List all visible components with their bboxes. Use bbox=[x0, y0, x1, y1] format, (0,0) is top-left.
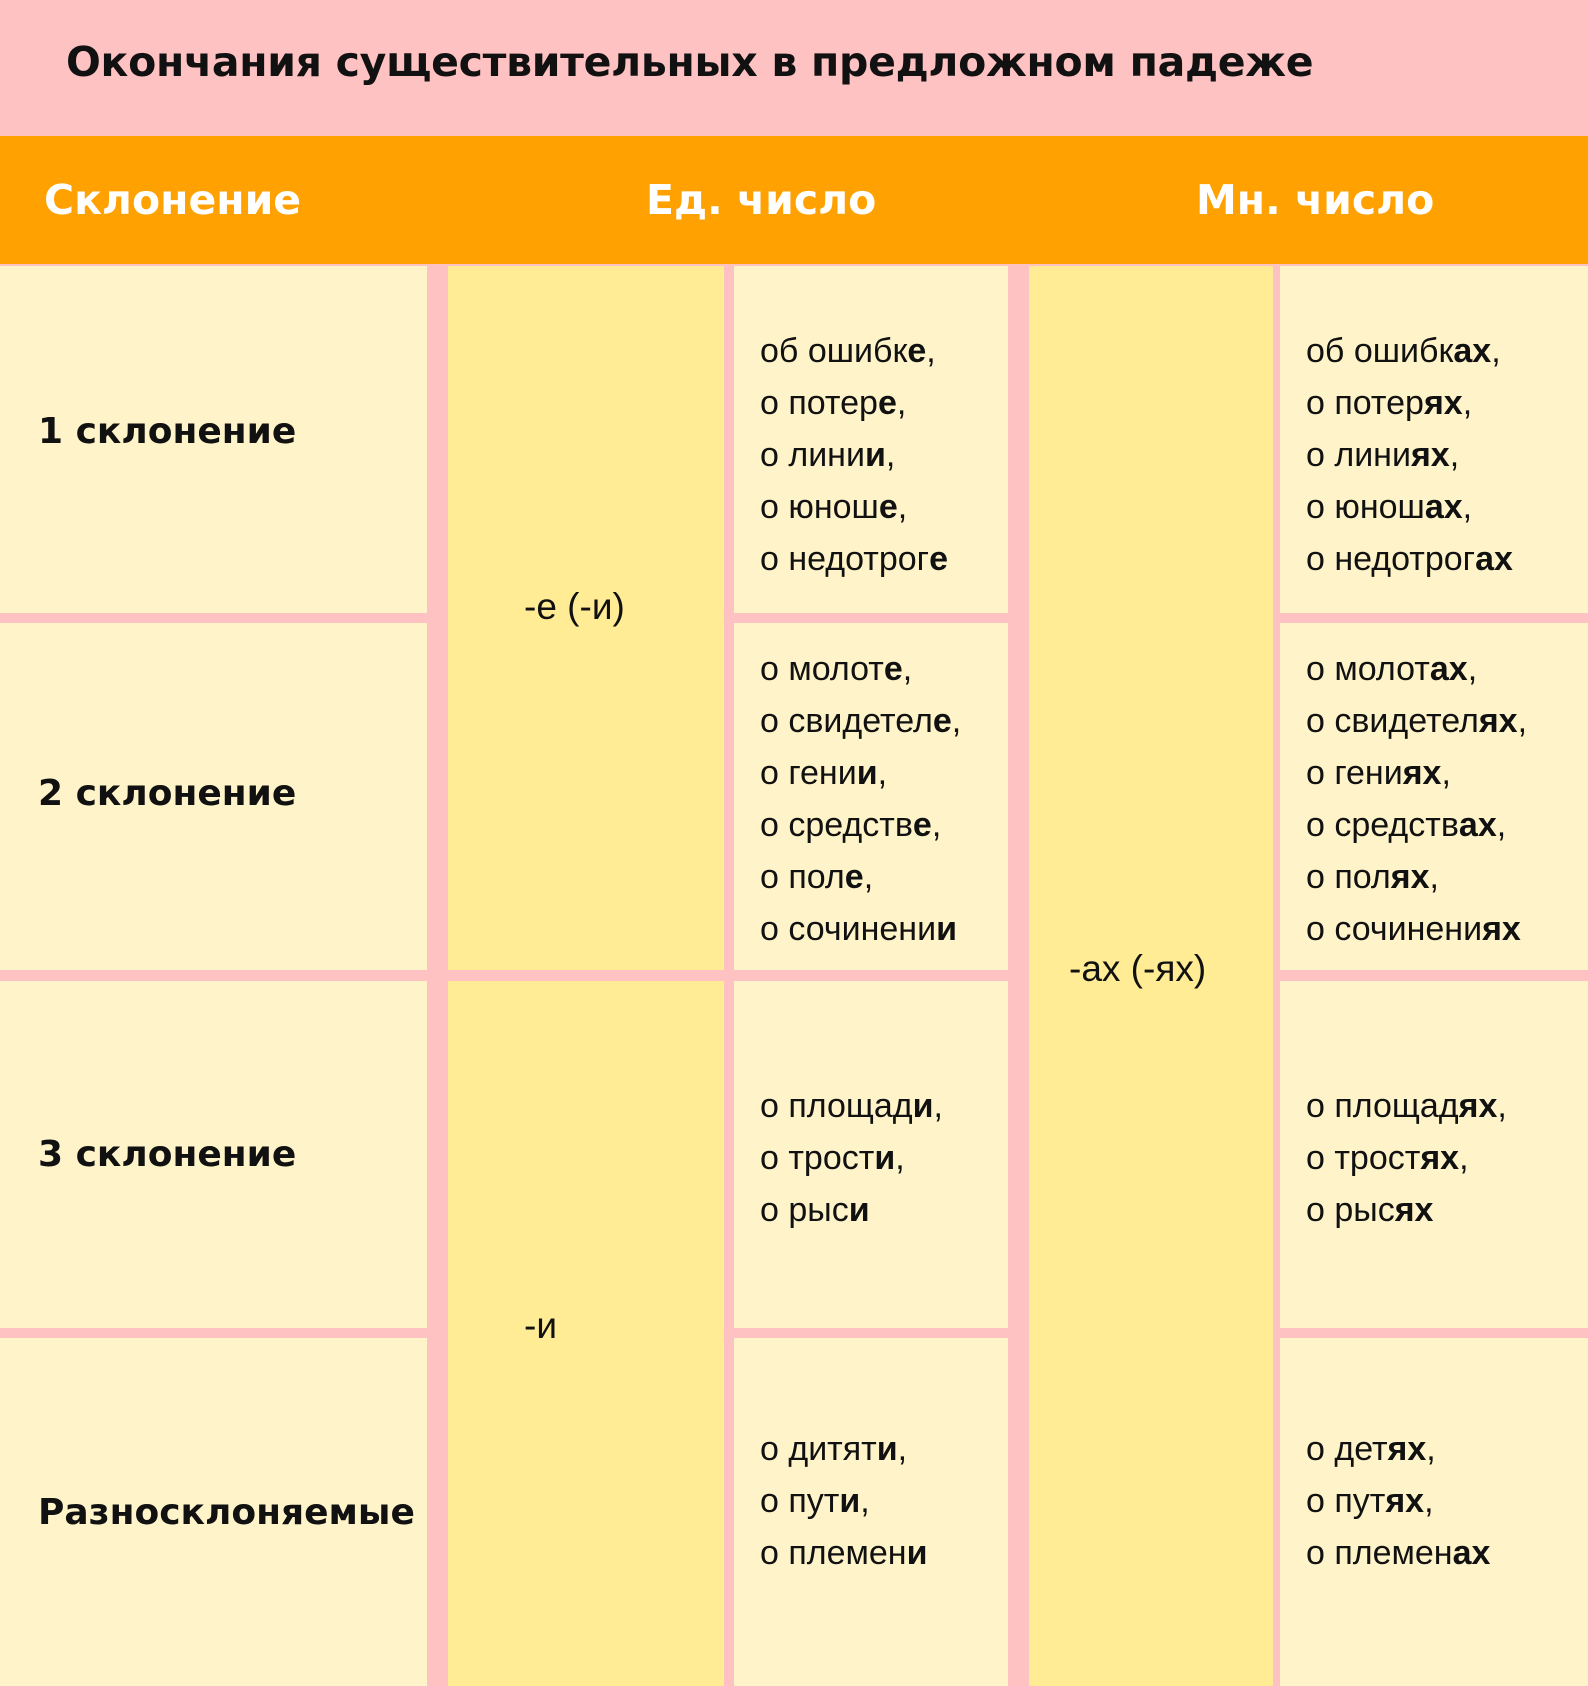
example-ending: ях bbox=[1385, 1482, 1425, 1520]
example-ending: е bbox=[907, 332, 927, 370]
singular-examples-cell bbox=[734, 981, 1008, 1328]
example-ending: и bbox=[864, 436, 886, 474]
example-word bbox=[1306, 429, 1513, 481]
example-word bbox=[1306, 799, 1527, 851]
row-label: 2 склонение bbox=[38, 773, 297, 814]
row-label-cell bbox=[0, 266, 427, 613]
example-punct: , bbox=[902, 650, 913, 688]
row-label-cell bbox=[0, 981, 427, 1328]
example-stem: о пол bbox=[1306, 858, 1391, 896]
header-singular: Ед. число bbox=[646, 176, 877, 224]
example-word bbox=[760, 643, 961, 695]
example-stem: о рыс bbox=[760, 1191, 849, 1229]
plural-ending: -ах (-ях) bbox=[1069, 948, 1207, 989]
example-stem: о трост bbox=[760, 1139, 875, 1177]
example-ending: ях bbox=[1423, 384, 1463, 422]
example-stem: о потер bbox=[760, 384, 878, 422]
example-list bbox=[760, 1080, 943, 1236]
example-word bbox=[1306, 481, 1513, 533]
example-punct: , bbox=[897, 488, 908, 526]
example-stem: об ошибк bbox=[1306, 332, 1454, 370]
example-punct: , bbox=[1467, 650, 1478, 688]
example-stem: о свидетел bbox=[760, 702, 933, 740]
singular-ending-cell bbox=[448, 266, 724, 970]
example-word bbox=[760, 481, 948, 533]
table-header bbox=[0, 136, 1588, 264]
example-punct: , bbox=[1424, 1482, 1434, 1520]
example-word bbox=[760, 1527, 927, 1579]
example-word bbox=[1306, 1475, 1490, 1527]
plural-examples-cell bbox=[1280, 1338, 1588, 1686]
example-stem: о юнош bbox=[1306, 488, 1425, 526]
example-stem: об ошибк bbox=[760, 332, 908, 370]
example-ending: и bbox=[856, 754, 878, 792]
example-stem: о лини bbox=[760, 436, 865, 474]
example-punct: , bbox=[1459, 1139, 1469, 1177]
example-ending: и bbox=[839, 1482, 861, 1520]
example-punct: , bbox=[1462, 384, 1473, 422]
example-word bbox=[760, 1475, 927, 1527]
example-list bbox=[1306, 325, 1513, 585]
example-ending: ах bbox=[1453, 332, 1492, 370]
example-stem: о молот bbox=[1306, 650, 1430, 688]
example-word bbox=[1306, 325, 1513, 377]
header-plural: Мн. число bbox=[1196, 176, 1435, 224]
example-word bbox=[1306, 1132, 1507, 1184]
example-punct: , bbox=[1496, 806, 1507, 844]
singular-ending: -е (-и) bbox=[524, 586, 625, 627]
example-stem: о средств bbox=[1306, 806, 1459, 844]
example-word bbox=[760, 377, 948, 429]
example-word bbox=[760, 1132, 943, 1184]
example-stem: о гени bbox=[760, 754, 857, 792]
example-word bbox=[760, 1184, 943, 1236]
example-list bbox=[760, 643, 961, 955]
example-stem: о рыс bbox=[1306, 1191, 1395, 1229]
example-ending: е bbox=[929, 540, 949, 578]
example-punct: , bbox=[897, 1430, 908, 1468]
example-stem: о недотрог bbox=[760, 540, 930, 578]
example-list bbox=[1306, 1080, 1507, 1236]
example-word bbox=[1306, 1423, 1490, 1475]
example-punct: , bbox=[1462, 488, 1473, 526]
example-word bbox=[760, 1423, 927, 1475]
example-word bbox=[760, 903, 961, 955]
example-ending: ях bbox=[1410, 436, 1450, 474]
singular-examples-cell bbox=[734, 623, 1008, 970]
example-punct: , bbox=[931, 806, 942, 844]
example-punct: , bbox=[1497, 1087, 1507, 1125]
header-declension: Склонение bbox=[44, 176, 302, 224]
example-stem: о гени bbox=[1306, 754, 1403, 792]
example-ending: е bbox=[883, 650, 903, 688]
example-stem: о дитят bbox=[760, 1430, 877, 1468]
example-list bbox=[1306, 1423, 1490, 1579]
example-word bbox=[1306, 851, 1527, 903]
example-punct: , bbox=[1491, 332, 1501, 370]
example-word bbox=[760, 799, 961, 851]
example-ending: ях bbox=[1387, 1430, 1427, 1468]
example-stem: о сочинени bbox=[760, 910, 937, 948]
example-stem: о пут bbox=[1306, 1482, 1386, 1520]
example-punct: , bbox=[877, 754, 888, 792]
example-stem: о площад bbox=[1306, 1087, 1459, 1125]
example-punct: , bbox=[1429, 858, 1439, 896]
example-word bbox=[1306, 643, 1527, 695]
example-list bbox=[760, 1423, 927, 1579]
plural-examples-cell bbox=[1280, 266, 1588, 613]
singular-examples-cell bbox=[734, 1338, 1008, 1686]
example-word bbox=[760, 1080, 943, 1132]
example-word bbox=[760, 695, 961, 747]
example-punct: , bbox=[860, 1482, 870, 1520]
example-ending: е bbox=[844, 858, 864, 896]
example-word bbox=[760, 533, 948, 585]
example-stem: о трост bbox=[1306, 1139, 1421, 1177]
example-ending: и bbox=[876, 1430, 898, 1468]
singular-ending: -и bbox=[524, 1305, 557, 1346]
example-stem: о площад bbox=[760, 1087, 913, 1125]
example-punct: , bbox=[951, 702, 962, 740]
example-ending: е bbox=[912, 806, 932, 844]
example-ending: ах bbox=[1458, 806, 1497, 844]
example-ending: ях bbox=[1402, 754, 1442, 792]
example-ending: ях bbox=[1458, 1087, 1498, 1125]
example-word bbox=[1306, 747, 1527, 799]
example-ending: и bbox=[874, 1139, 896, 1177]
row-label: 3 склонение bbox=[38, 1134, 297, 1175]
plural-ending-cell bbox=[1029, 266, 1273, 1686]
example-ending: ях bbox=[1482, 910, 1521, 948]
page-title: Окончания существительных в предложном падеже bbox=[66, 38, 1314, 86]
example-ending: и bbox=[936, 910, 957, 948]
plural-examples-cell bbox=[1280, 981, 1588, 1328]
example-word bbox=[760, 747, 961, 799]
example-punct: , bbox=[896, 384, 907, 422]
example-punct: , bbox=[1426, 1430, 1436, 1468]
example-stem: о молот bbox=[760, 650, 884, 688]
example-list bbox=[1306, 643, 1527, 955]
example-word bbox=[1306, 533, 1513, 585]
example-punct: , bbox=[1517, 702, 1528, 740]
example-ending: ях bbox=[1394, 1191, 1434, 1229]
example-word bbox=[1306, 903, 1527, 955]
example-word bbox=[760, 851, 961, 903]
example-stem: о лини bbox=[1306, 436, 1411, 474]
example-stem: о потер bbox=[1306, 384, 1424, 422]
example-word bbox=[760, 429, 948, 481]
example-list bbox=[760, 325, 948, 585]
example-punct: , bbox=[1441, 754, 1451, 792]
example-word bbox=[1306, 1080, 1507, 1132]
row-label-cell bbox=[0, 1338, 427, 1686]
example-ending: ях bbox=[1390, 858, 1430, 896]
row-label-cell bbox=[0, 623, 427, 970]
example-ending: и bbox=[912, 1087, 934, 1125]
singular-ending-cell bbox=[448, 981, 724, 1686]
example-word bbox=[760, 325, 948, 377]
example-ending: ях bbox=[1420, 1139, 1460, 1177]
example-punct: , bbox=[933, 1087, 943, 1125]
example-ending: ях bbox=[1478, 702, 1518, 740]
example-ending: ах bbox=[1475, 540, 1513, 578]
example-stem: о дет bbox=[1306, 1430, 1388, 1468]
example-stem: о юнош bbox=[760, 488, 879, 526]
example-ending: е bbox=[877, 384, 897, 422]
example-punct: , bbox=[863, 858, 874, 896]
example-punct: , bbox=[895, 1139, 905, 1177]
example-word bbox=[1306, 695, 1527, 747]
example-stem: о пол bbox=[760, 858, 845, 896]
example-stem: о пут bbox=[760, 1482, 840, 1520]
example-word bbox=[1306, 377, 1513, 429]
example-stem: о сочинени bbox=[1306, 910, 1483, 948]
example-stem: о свидетел bbox=[1306, 702, 1479, 740]
example-stem: о недотрог bbox=[1306, 540, 1476, 578]
example-ending: ах bbox=[1424, 488, 1463, 526]
example-ending: ах bbox=[1429, 650, 1468, 688]
example-ending: и bbox=[848, 1191, 870, 1229]
example-ending: е bbox=[932, 702, 952, 740]
example-punct: , bbox=[926, 332, 936, 370]
example-stem: о средств bbox=[760, 806, 913, 844]
example-punct: , bbox=[1449, 436, 1460, 474]
example-ending: ах bbox=[1452, 1534, 1491, 1572]
singular-examples-cell bbox=[734, 266, 1008, 613]
plural-examples-cell bbox=[1280, 623, 1588, 970]
example-stem: о племен bbox=[760, 1534, 907, 1572]
example-word bbox=[1306, 1527, 1490, 1579]
example-punct: , bbox=[885, 436, 896, 474]
row-label: 1 склонение bbox=[38, 411, 297, 452]
row-label: Разносклоняемые bbox=[38, 1492, 415, 1533]
example-ending: и bbox=[906, 1534, 928, 1572]
example-word bbox=[1306, 1184, 1507, 1236]
example-ending: е bbox=[878, 488, 898, 526]
example-stem: о племен bbox=[1306, 1534, 1453, 1572]
